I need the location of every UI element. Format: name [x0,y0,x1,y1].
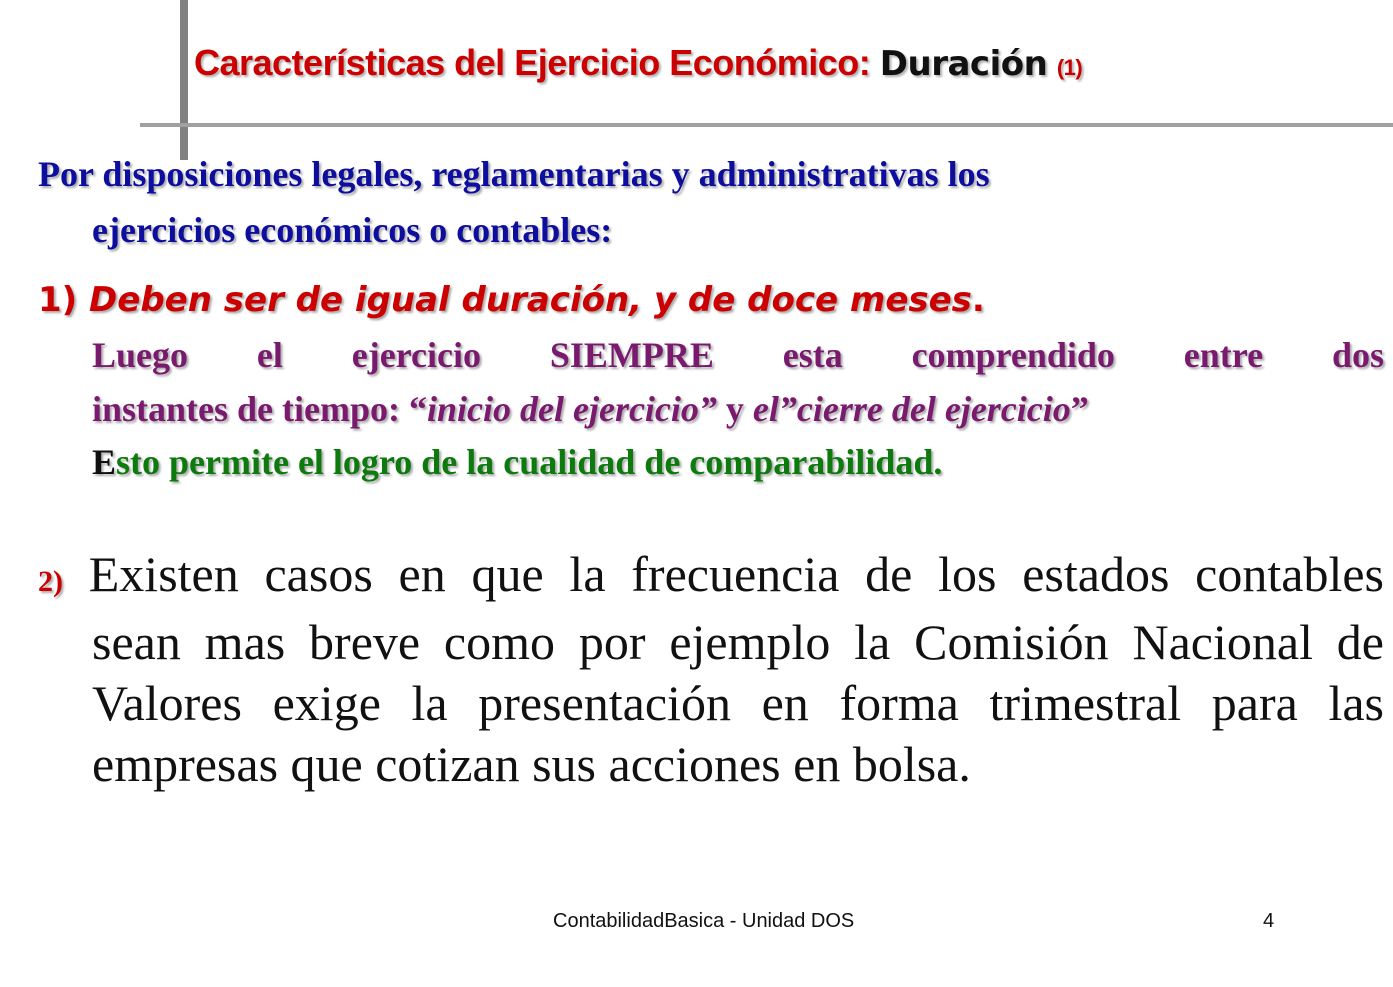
horizontal-accent-bar [140,123,1393,127]
point-2-line-3: Valores exige la presentación en forma trimestral para las [92,675,1384,731]
point-2-line-1 [38,544,1384,612]
body2-part-a: instantes de tiempo: “ [92,389,427,429]
point-1-body-line-1: Luego el ejercicio SIEMPRE esta comprendido entre dos [92,335,1384,375]
slide-title [194,42,1082,84]
body2-part-e: ” [1070,389,1089,429]
intro-paragraph [38,146,1384,258]
green-rest: sto permite el logro de la cualidad de comparabilidad. [116,442,943,482]
point-2-line-2: sean mas breve como por ejemplo la Comisión Nacional de [92,614,1384,670]
body2-part-d: el”cierre del ejercicio [752,389,1071,429]
point-1-green-line [38,436,1384,488]
point-2-line-4: empresas que cotizan sus acciones en bolsa. [92,736,971,792]
point-2-number: 2) [38,565,63,598]
page-number: 4 [1263,910,1275,932]
point-1-body-line-2 [38,382,1384,436]
vertical-accent-bar [180,0,188,160]
point-2 [38,544,1384,795]
intro-line-1: Por disposiciones legales, reglamentarias y administrativas los [38,154,990,194]
green-first-letter: E [92,442,117,482]
title-strong: Duración [879,44,1048,84]
point-1-heading-end: . [971,280,985,320]
intro-line-2: ejercicios económicos o contables: [92,210,613,250]
title-main: Características del Ejercicio Económico: [194,42,880,83]
body2-part-b: inicio del ejercicio” [427,389,717,429]
point-1-heading [38,272,1384,328]
point-2-line-1-text: Existen casos en que la frecuencia de los estados contables [63,546,1384,602]
point-1-number: 1) [38,280,90,320]
title-number: (1) [1056,55,1083,80]
body2-part-c: y [716,389,753,429]
footer-text: ContabilidadBasica - Unidad DOS [553,910,855,932]
point-1 [38,272,1384,488]
point-1-heading-text: Deben ser de igual duración, y de doce meses [89,280,972,320]
